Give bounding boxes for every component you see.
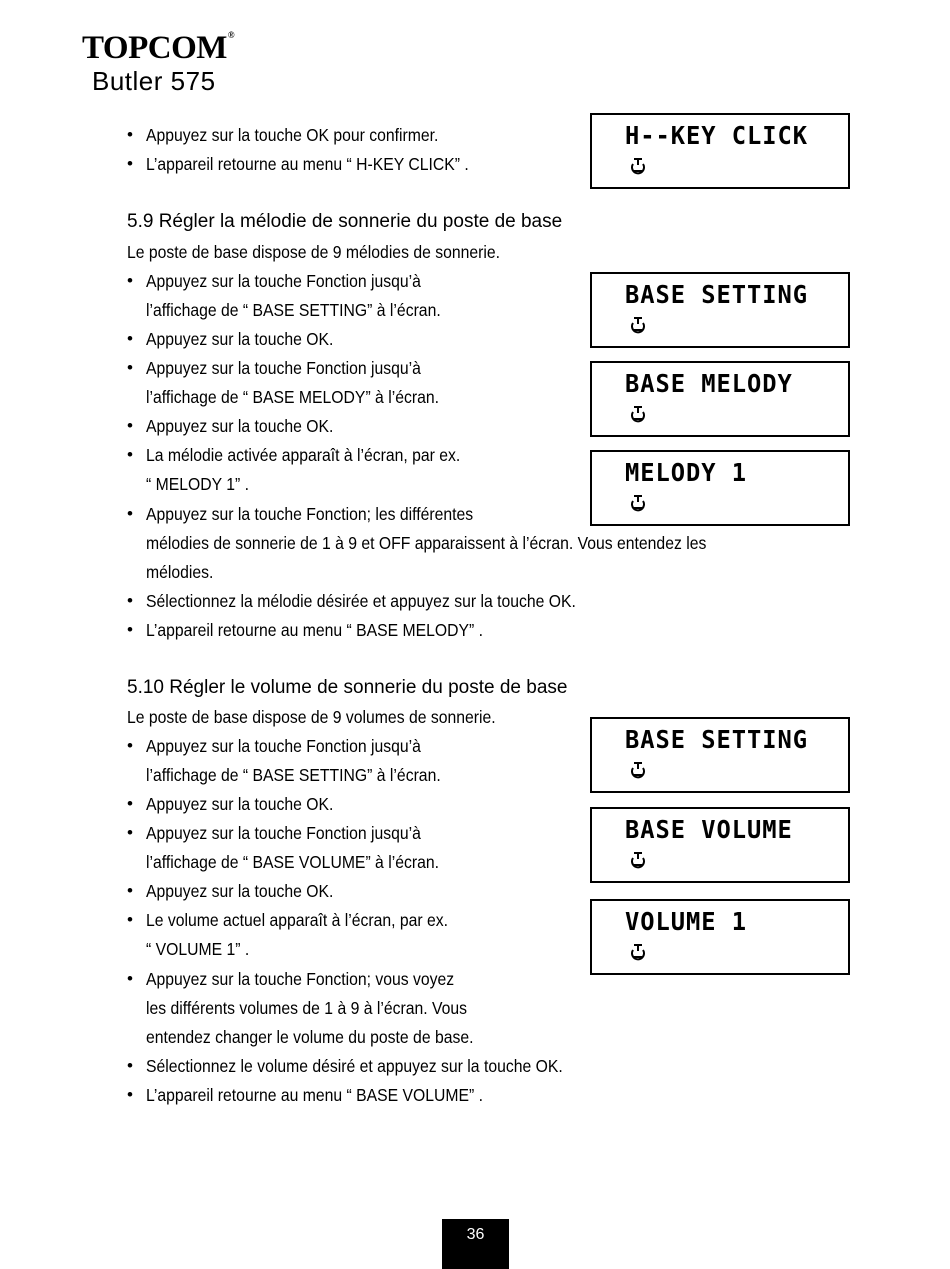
body-line: Sélectionnez le volume désiré et appuyez sur la touche OK. <box>146 1056 563 1076</box>
lcd-text: MELODY 1 <box>625 458 748 487</box>
bullet: • <box>127 416 133 435</box>
bullet: • <box>127 910 133 929</box>
body-line: Appuyez sur la touche Fonction jusqu’à <box>146 736 421 756</box>
body-line: Appuyez sur la touche OK. <box>146 416 334 436</box>
lcd-display <box>590 113 850 189</box>
body-line: Appuyez sur la touche OK pour confirmer. <box>146 125 439 145</box>
page-number: 36 <box>442 1219 509 1269</box>
bullet: • <box>127 591 133 610</box>
bullet: • <box>127 794 133 813</box>
handset-key-icon <box>630 157 646 179</box>
section-intro: Le poste de base dispose de 9 mélodies de sonnerie. <box>127 242 501 262</box>
lcd-display <box>590 361 850 437</box>
registered-mark: ® <box>227 30 235 40</box>
model-name: Butler 575 <box>92 66 216 96</box>
handset-key-icon <box>630 405 646 427</box>
bullet: • <box>127 620 133 639</box>
body-line: l’affichage de “ BASE SETTING” à l’écran. <box>146 300 441 320</box>
body-line: l’affichage de “ BASE MELODY” à l’écran. <box>146 387 439 407</box>
bullet: • <box>127 504 133 523</box>
body-line: l’affichage de “ BASE VOLUME” à l’écran. <box>146 852 439 872</box>
body-line: L’appareil retourne au menu “ H-KEY CLICK” . <box>146 154 469 174</box>
body-line: La mélodie activée apparaît à l’écran, par ex. <box>146 445 461 465</box>
lcd-display <box>590 717 850 793</box>
bullet: • <box>127 881 133 900</box>
lcd-display <box>590 807 850 883</box>
body-line: Appuyez sur la touche OK. <box>146 881 334 901</box>
body-line: Appuyez sur la touche Fonction jusqu’à <box>146 358 421 378</box>
body-line: entendez changer le volume du poste de base. <box>146 1027 474 1047</box>
bullet: • <box>127 736 133 755</box>
bullet: • <box>127 125 133 144</box>
body-line: mélodies. <box>146 562 214 582</box>
bullet: • <box>127 154 133 173</box>
body-line: Le volume actuel apparaît à l’écran, par ex. <box>146 910 449 930</box>
bullet: • <box>127 358 133 377</box>
body-line: Appuyez sur la touche OK. <box>146 329 334 349</box>
handset-key-icon <box>630 761 646 783</box>
bullet: • <box>127 1056 133 1075</box>
body-line: Appuyez sur la touche Fonction; vous voyez <box>146 969 455 989</box>
body-line: “ MELODY 1” . <box>146 474 249 494</box>
section-heading: 5.10 Régler le volume de sonnerie du poste de base <box>127 677 568 698</box>
body-line: mélodies de sonnerie de 1 à 9 et OFF apparaissent à l’écran. Vous entendez les <box>146 533 707 553</box>
handset-key-icon <box>630 943 646 965</box>
body-line: Appuyez sur la touche Fonction jusqu’à <box>146 823 421 843</box>
body-line: l’affichage de “ BASE SETTING” à l’écran. <box>146 765 441 785</box>
lcd-text: H--KEY CLICK <box>625 121 808 150</box>
handset-key-icon <box>630 494 646 516</box>
lcd-display <box>590 272 850 348</box>
bullet: • <box>127 969 133 988</box>
section-intro: Le poste de base dispose de 9 volumes de sonnerie. <box>127 707 496 727</box>
lcd-text: BASE SETTING <box>625 725 808 754</box>
handset-key-icon <box>630 851 646 873</box>
body-line: “ VOLUME 1” . <box>146 939 250 959</box>
lcd-text: BASE MELODY <box>625 369 793 398</box>
body-line: Appuyez sur la touche OK. <box>146 794 334 814</box>
handset-key-icon <box>630 316 646 338</box>
body-line: Appuyez sur la touche Fonction; les différentes <box>146 504 474 524</box>
body-line: L’appareil retourne au menu “ BASE MELODY” . <box>146 620 484 640</box>
body-line: les différents volumes de 1 à 9 à l’écran. Vous <box>146 998 468 1018</box>
bullet: • <box>127 445 133 464</box>
lcd-text: VOLUME 1 <box>625 907 748 936</box>
body-line: Appuyez sur la touche Fonction jusqu’à <box>146 271 421 291</box>
lcd-display <box>590 450 850 526</box>
lcd-text: BASE VOLUME <box>625 815 793 844</box>
bullet: • <box>127 329 133 348</box>
lcd-text: BASE SETTING <box>625 280 808 309</box>
section-heading: 5.9 Régler la mélodie de sonnerie du poste de base <box>127 211 563 232</box>
bullet: • <box>127 1085 133 1104</box>
bullet: • <box>127 271 133 290</box>
body-line: L’appareil retourne au menu “ BASE VOLUME” . <box>146 1085 484 1105</box>
body-line: Sélectionnez la mélodie désirée et appuyez sur la touche OK. <box>146 591 576 611</box>
brand-name: TOPCOM <box>82 30 227 66</box>
brand-logo <box>82 30 234 67</box>
bullet: • <box>127 823 133 842</box>
lcd-display <box>590 899 850 975</box>
